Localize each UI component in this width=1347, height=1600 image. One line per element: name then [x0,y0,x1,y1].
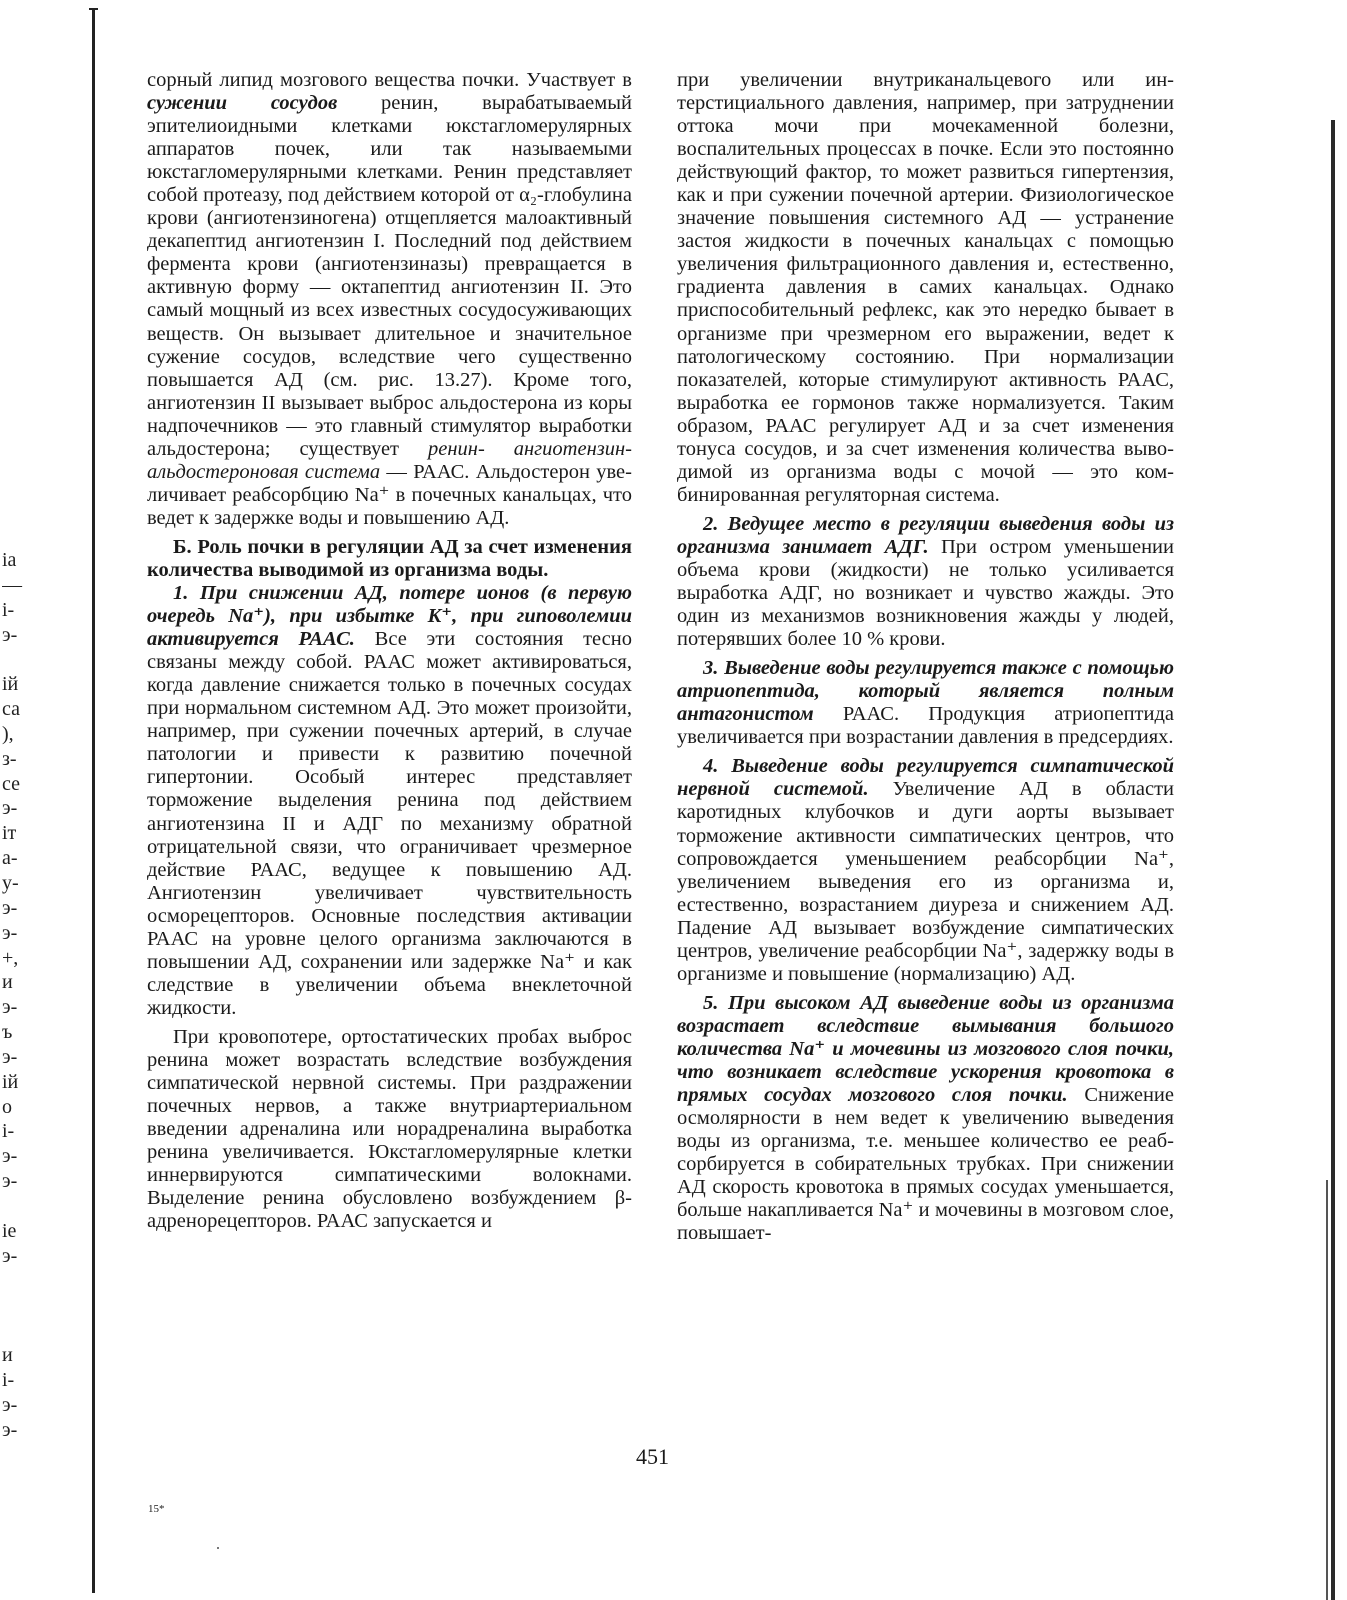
bleed-fragment: і- [2,1368,15,1391]
bleed-fragment: ій [2,673,19,696]
bleed-fragment: и [2,1344,13,1366]
bleed-fragment: э- [2,1393,18,1416]
page-right-edge-shadow-inner [1326,1180,1328,1600]
paragraph-continuation: при увеличении внутриканальцевого или интерстициального давления, например, при затруднении оттока мочи при мочекаменной болезни, воспалительных процессах в почке. Если это постоянно действующий фактор, то может развиться гипертензия, как и при сужении почечной артерии. Физиологическое значение повышения системного АД — устранение застоя жидкости в почечных канальцах с помощью увеличения фильтрационного давления и, естественно, градиента давления в самих канальцах. Однако приспособительный рефлекс, как это нередко бывает в организме при чрезмерном его выражении, ведет к патологическому состоянию. При нормализации показателей, которые стимулируют активность РААС, выработка ее гормонов также нормализуется. Таким образом, РААС регулирует АД и за счет изменения тонуса сосудов, и за счет изменения количества выводимой из организма воды с мочой — это комбинированная регуляторная система. [677,69,1174,506]
bleed-fragment: э- [2,1244,18,1267]
bleed-fragment [2,1194,46,1219]
bleed-fragment [2,1268,46,1293]
facing-page-bleed [2,548,46,1442]
bleed-fragment: у- [2,871,19,894]
paragraph-point-2: 2. Ведущее место в регуляции выведения воды из организма занимает АДГ. При остром уменьшении объема крови (жидкости) не только усиливается выработка АДГ, но возникает и чувство жажды. Это один из механизмов возникновения жажды у людей, потерявших более 10 % крови. [677,512,1174,651]
emphasis-vasoconstriction: сужении сосудов [147,92,338,115]
bleed-fragment: і- [2,1120,15,1143]
paragraph-renin: сорный липид мозгового вещества почки. Участвует в сужении сосудов ренин, вырабатываемый эпителиоидными клетками юкстагломерулярных аппаратов почек, или так называемыми юкстагломерулярными клетками. Ренин представляет собой протеазу, под действием которой от α₂-глобулина крови (ангиотензиногена) отщепляется малоактивный декапептид ангиотензин I. Последний под действием фермента крови (ангиотензиназы) превращается в активную форму — октапептид ангиотензин II. Это самый мощный из всех известных сосудосуживающих веществ. Он вызывает длительное и значительное сужение сосудов, вследствие чего существенно повышается АД (см. рис. 13.27). Кроме того, ангиотензин II вызывает выброс альдостерона из коры надпочечников — это главный стимулятор выработки альдостерона; существует ренин- ангиотензин-альдостероновая система — РААС. Альдостерон увеличивает реабсорбцию Na⁺ в почечных канальцах, что ведет к задержке воды и повышению АД. [147,69,632,529]
page-number: 451 [636,1444,669,1469]
bleed-fragment: э- [2,921,18,944]
bleed-fragment: ), [2,722,14,745]
bleed-fragment: іт [2,822,17,845]
bleed-fragment: э- [2,1418,18,1441]
paragraph-point-1: 1. При снижении АД, потере ионов (в первую очередь Na⁺), при избытке K⁺, при гиповолемии активируется РААС. Все эти состояния тесно связаны между собой. РААС может активироваться, когда давление снижается только в почечных сосудах при нормальном системном АД. Это может произойти, например, при сужении почечных артерий, в случае патологии и привести к развитию почечной гипертонии. Особый интерес представляет торможение выделения ренина под действием ангиотензина II и АДГ по механизму обратной отрицательной связи, что ограничивает чрезмерное действие РААС, ведущее к повышению АД. Ангиотензин увеличивает чувствительность осморецепторов. Основные последствия активации РААС на уровне целого организма заключаются в повышении АД, сохранении или задержке Na⁺ и как следствие в увеличении объема внеклеточной жидкости. [147,582,632,1019]
bleed-fragment: са [2,698,20,721]
left-column [147,69,632,1233]
bleed-fragment: э- [2,996,18,1019]
signature-mark: 15* [148,1503,165,1515]
bleed-fragment: э- [2,896,18,919]
binding-edge-line [92,8,95,1593]
bleed-fragment: се [2,772,20,795]
bleed-fragment: и [2,971,13,994]
term-raas: ренин- ангиотензин-альдостероновая система [147,437,632,483]
bleed-fragment: э- [2,797,18,820]
bleed-fragment: э- [2,1045,18,1068]
bleed-fragment: ъ [2,1021,13,1044]
bleed-fragment: о [2,1095,12,1118]
print-speck [217,1547,219,1549]
bleed-fragment [2,647,46,672]
paragraph-blood-loss: При кровопотере, ортостатических пробах выброс ренина может возрастать вследствие возбуждения симпатической нервной системы. При раздражении почечных нервов, а также внутриартериальном введении адреналина или норадреналина выработка ренина увеличивается. Юкстагломерулярные клетки иннервируются симпатическими волокнами. Выделение ренина обусловлено возбуждением β-адренорецепторов. РААС запускается и [147,1025,632,1233]
bleed-fragment: ій [2,1070,19,1093]
bleed-fragment [2,1293,46,1318]
bleed-fragment: — [2,573,22,596]
bleed-fragment: э- [2,1145,18,1168]
bleed-fragment: і- [2,598,15,621]
right-column [677,69,1174,1245]
bleed-fragment: а- [2,847,18,870]
bleed-fragment: +, [2,946,19,969]
bleed-fragment [2,1318,46,1343]
bleed-fragment: іа [2,549,17,571]
bleed-fragment: э- [2,623,18,646]
page-right-edge-shadow [1331,120,1335,1600]
bleed-fragment: іе [2,1219,17,1242]
bleed-fragment: з- [2,747,17,770]
bleed-fragment: э- [2,1170,18,1193]
paragraph-point-4: 4. Выведение воды регулируется симпатической нервной системой. Увеличение АД в области каротидных клубочков и дуги аорты вызывает торможение активности симпатических центров, что сопровождается уменьшением реабсорбции Na⁺, увеличением выведения его из организма и, естественно, возрастанием диуреза и снижением АД. Падение АД вызывает возбуждение симпатических центров, увеличение реабсорбции Na⁺, задержку воды в организме и повышение (нормализацию) АД. [677,755,1174,985]
section-heading-b: Б. Роль почки в регуляции АД за счет изменения количества выводимой из организма воды. [147,535,632,581]
paragraph-point-5: 5. При высоком АД выведение воды из организма возрастает вследствие вымывания большого количества Na⁺ и мочевины из мозгового слоя почки, что возникает вследствие ускорения кровотока в прямых сосудах мозгового слоя почки. Снижение осмолярности в нем ведет к увеличению выведения воды из организма, т.е. меньшее количество ее реабсорбируется в собирательных трубках. При снижении АД скорость кровотока в прямых сосудах уменьшается, больше накапливается Na⁺ и мочевины в мозговом слое, повышает- [677,991,1174,1245]
paragraph-point-3: 3. Выведение воды регулируется также с помощью атриопептида, который является полным антагонистом РААС. Продукция атриопептида увеличивается при возрастании давления в предсердиях. [677,657,1174,749]
binding-edge-tick [89,8,98,10]
